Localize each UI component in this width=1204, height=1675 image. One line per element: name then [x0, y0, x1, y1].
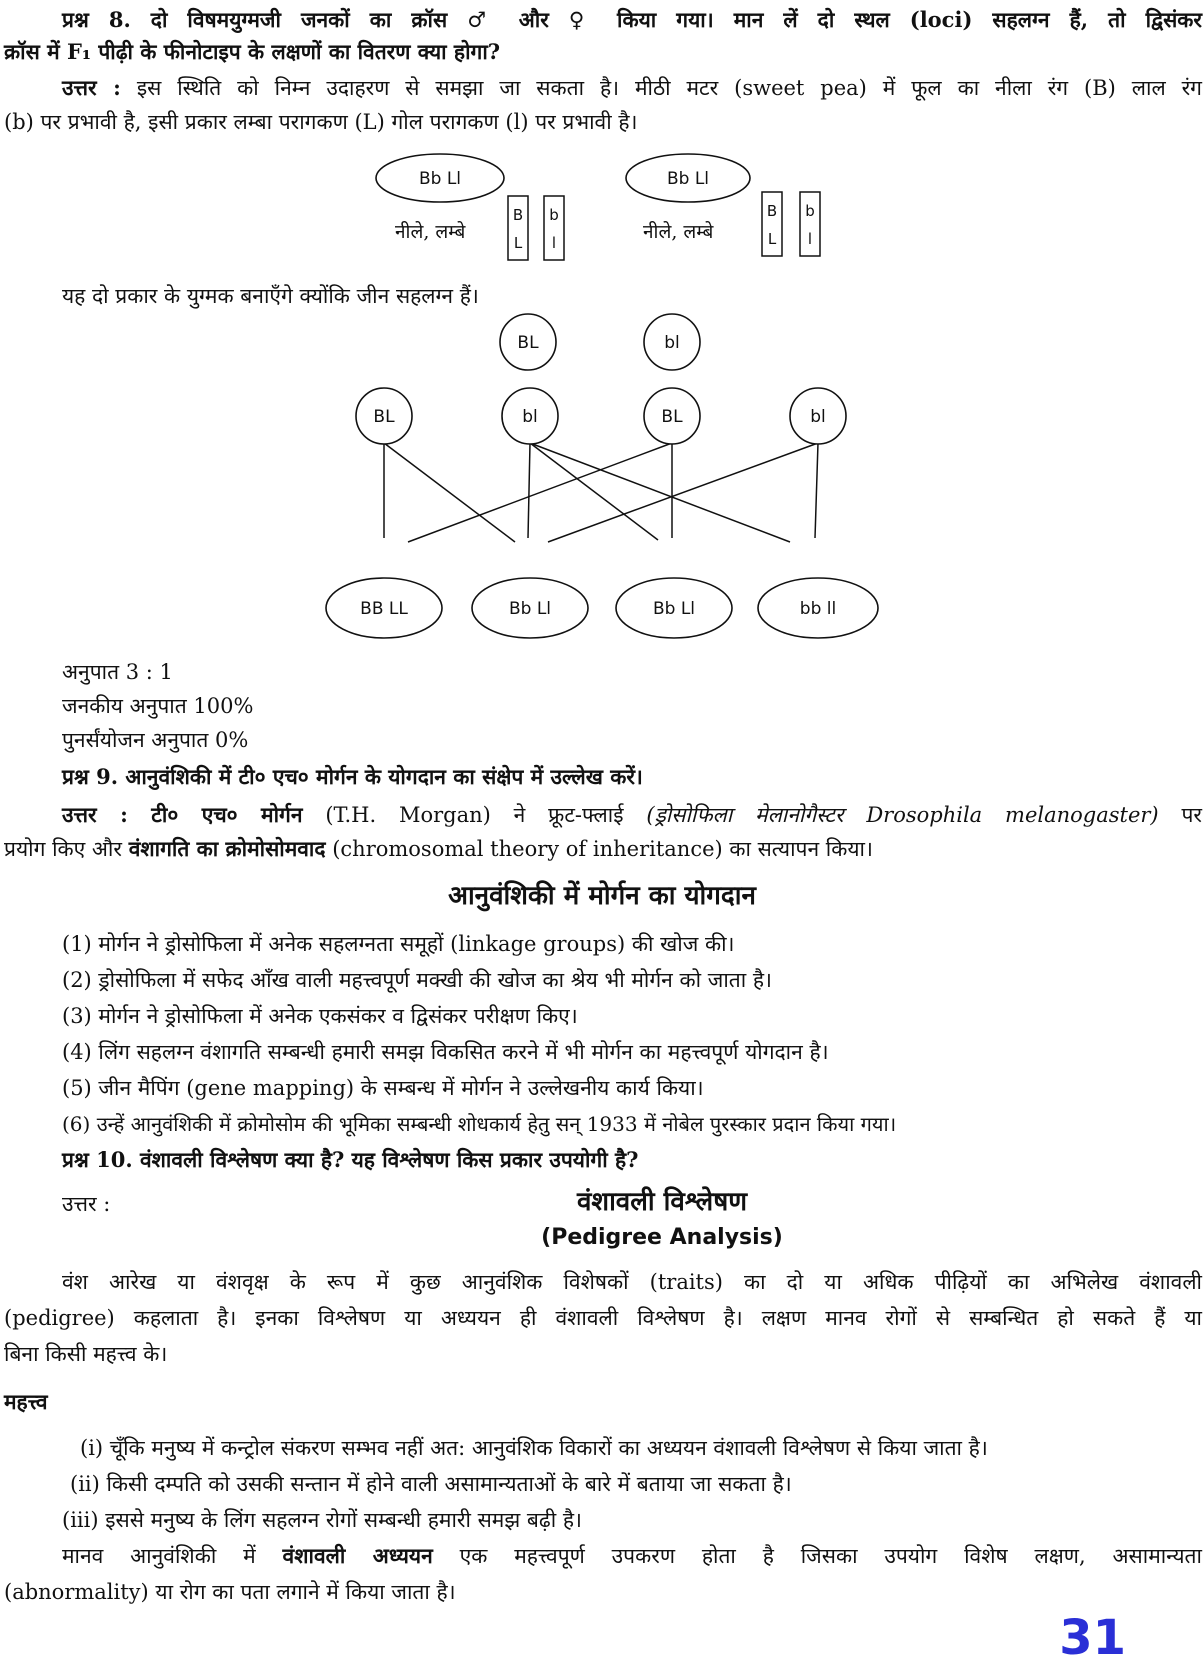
importance-point-1: (i) चूँकि मनुष्य में कन्ट्रोल संकरण सम्भव नहीं अत: आनुवंशिक विकारों का अध्ययन वंशावली विश्लेषण से किया जाता है। [80, 1436, 988, 1460]
gamete-4-label: bl [810, 407, 826, 427]
a8-line1-text: इस स्थिति को निम्न उदाहरण से समझा जा सकता है। मीठी मटर (sweet pea) में फूल का नीला रंग (B) लाल रंग [136, 76, 1202, 100]
chrom1-L: L [513, 234, 523, 252]
chrom2-l: l [807, 230, 813, 248]
offspring-1-label: BB LL [360, 599, 408, 619]
gamete-1-label: BL [373, 407, 395, 427]
morgan-point-4: (4) लिंग सहलग्न वंशागति सम्बन्धी हमारी समझ विकसित करने में भी मोर्गन का महत्त्वपूर्ण योगदान है। [62, 1040, 829, 1064]
closing-l1a: मानव आनुवंशिकी में [62, 1544, 256, 1568]
pedigree-subheading: (Pedigree Analysis) [541, 1225, 783, 1250]
q9-answer-label: उत्तर : टी० एच० मोर्गन [62, 802, 303, 827]
gamete-type-bl-label: bl [664, 333, 680, 353]
chrom1-B: B [512, 206, 524, 224]
chrom1-l: l [551, 234, 557, 252]
q9-answer-p2a: प्रयोग किए और [4, 837, 122, 861]
q10-answer-label: उत्तर : [62, 1192, 111, 1216]
gamete-3-label: BL [661, 407, 683, 427]
pedigree-heading: वंशावली विश्लेषण [576, 1187, 748, 1217]
q10-question: प्रश्न 10. वंशावली विश्लेषण क्या है? यह विश्लेषण किस प्रकार उपयोगी है? [62, 1147, 639, 1172]
q9-answer-line2 [4, 835, 873, 863]
ratio-line1: अनुपात 3 : 1 [62, 660, 173, 684]
offspring-2-label: Bb Ll [508, 599, 552, 619]
chrom2-b: b [805, 202, 815, 220]
pedigree-para-line1: वंश आरेख या वंशवृक्ष के रूप में कुछ आनुवंशिक विशेषकों (traits) का दो या अधिक पीढ़ियों का अभिलेख वंशावली [62, 1270, 1202, 1294]
q9-answer-p2c: (chromosomal theory of inheritance) का सत्यापन किया। [332, 837, 873, 861]
morgan-point-6: (6) उन्हें आनुवंशिकी में क्रोमोसोम की भूमिका सम्बन्धी शोधकार्य हेतु सन् 1933 में नोबेल पुरस्कार प्रदान किया गया। [62, 1112, 897, 1136]
q9-answer-p1a: (T.H. Morgan) ने फ्रूट-फ्लाई [325, 803, 624, 827]
parent2-genotype: Bb Ll [666, 169, 710, 189]
gamete-2-label: bl [522, 407, 538, 427]
parent1-phenotype: नीले, लम्बे [395, 221, 466, 243]
importance-point-2: (ii) किसी दम्पति को उसकी सन्तान में होने वाली असामान्यताओं के बारे में बताया जा सकता है। [70, 1472, 792, 1496]
closing-line2: (abnormality) या रोग का पता लगाने में किया जाता है। [4, 1580, 456, 1604]
closing-l1b: वंशावली अध्ययन [282, 1543, 433, 1568]
chrom2-B: B [766, 202, 778, 220]
q9-answer-species: (ड्रोसोफिला मेलानोगैस्टर Drosophila melanogaster) [646, 803, 1159, 827]
a8-label: उत्तर : [62, 75, 121, 100]
importance-heading: महत्त्व [4, 1389, 48, 1414]
morgan-point-3: (3) मोर्गन ने ड्रोसोफिला में अनेक एकसंकर व द्विसंकर परीक्षण किए। [62, 1004, 578, 1028]
q8-line1: प्रश्न 8. दो विषमयुग्मजी जनकों का क्रॉस ♂ और ♀ किया गया। मान लें दो स्थल (loci) सहलग्न हैं, तो द्विसंकर [62, 7, 1202, 32]
q9-question: प्रश्न 9. आनुवंशिकी में टी० एच० मोर्गन के योगदान का संक्षेप में उल्लेख करें। [62, 764, 643, 789]
offspring-3-label: Bb Ll [652, 599, 696, 619]
offspring-4-label: bb ll [799, 599, 837, 619]
chrom1-b: b [549, 206, 559, 224]
q8-line2: क्रॉस में F₁ पीढ़ी के फीनोटाइप के लक्षणों का वितरण क्या होगा? [4, 39, 501, 64]
gamete-note: यह दो प्रकार के युग्मक बनाएँगे क्योंकि जीन सहलग्न हैं। [62, 284, 479, 308]
ratio-line3: पुनर्संयोजन अनुपात 0% [62, 728, 249, 752]
cross-lines [384, 443, 818, 542]
a8-line1 [62, 74, 1202, 102]
morgan-point-2: (2) ड्रोसोफिला में सफेद आँख वाली महत्त्वपूर्ण मक्खी की खोज का श्रेय भी मोर्गन को जाता है। [62, 968, 772, 992]
closing-l1c: एक महत्त्वपूर्ण उपकरण होता है जिसका उपयोग विशेष लक्षण, असामान्यता [459, 1544, 1202, 1568]
q9-answer-line1 [62, 801, 1202, 829]
page-number: 31 [1059, 1610, 1126, 1666]
morgan-point-5: (5) जीन मैपिंग (gene mapping) के सम्बन्ध में मोर्गन ने उल्लेखनीय कार्य किया। [62, 1076, 704, 1100]
q9-answer-theory: वंशागति का क्रोमोसोमवाद [128, 836, 326, 861]
parent1-genotype: Bb Ll [418, 169, 462, 189]
chrom2-L: L [767, 230, 777, 248]
ratio-line2: जनकीय अनुपात 100% [62, 694, 254, 718]
importance-point-3: (iii) इससे मनुष्य के लिंग सहलग्न रोगों सम्बन्धी हमारी समझ बढ़ी है। [62, 1508, 582, 1532]
q9-answer-p1c: पर [1181, 803, 1202, 827]
morgan-point-1: (1) मोर्गन ने ड्रोसोफिला में अनेक सहलग्नता समूहों (linkage groups) की खोज की। [62, 932, 735, 956]
a8-line2: (b) पर प्रभावी है, इसी प्रकार लम्बा परागकण (L) गोल परागकण (l) पर प्रभावी है। [4, 110, 638, 134]
pedigree-para-line2: (pedigree) कहलाता है। इनका विश्लेषण या अध्ययन ही वंशावली विश्लेषण है। लक्षण मानव रोगों से सम्बन्धित हो सकते हैं या [4, 1306, 1202, 1330]
pedigree-para-line3: बिना किसी महत्त्व के। [4, 1342, 168, 1366]
gamete-type-BL-label: BL [517, 333, 539, 353]
linkage-cross-diagram [0, 150, 1204, 650]
parent2-phenotype: नीले, लम्बे [643, 221, 714, 243]
closing-line1 [62, 1542, 1202, 1570]
morgan-contribution-heading: आनुवंशिकी में मोर्गन का योगदान [448, 881, 756, 911]
